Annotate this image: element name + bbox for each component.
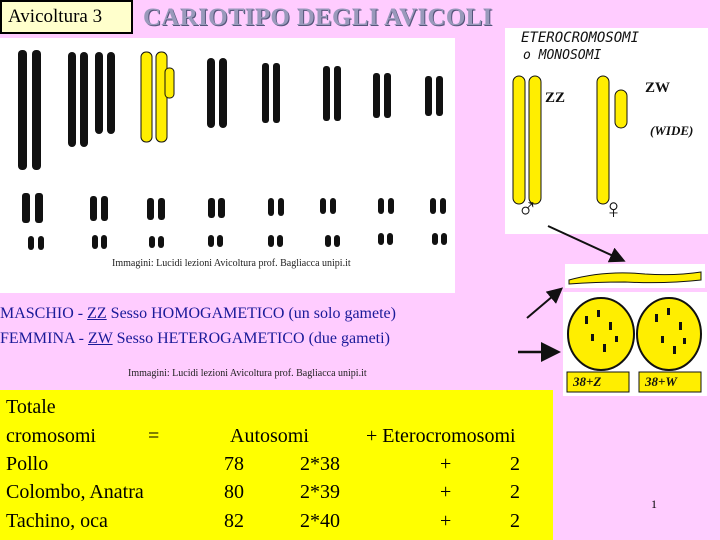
- female-line: [0, 330, 390, 348]
- arrow-up-cells: [527, 290, 560, 318]
- row-hetero: 2: [510, 510, 520, 532]
- row-plus: +: [440, 510, 452, 532]
- arrow-to-strip: [548, 226, 622, 260]
- male-prefix: MASCHIO -: [0, 305, 88, 322]
- totals-box: [0, 390, 553, 540]
- cell-strip-image: [565, 264, 705, 288]
- row-plus: +: [440, 481, 452, 503]
- cells-credit: Immagini: Lucidi lezioni Avicoltura prof. Bagliacca unipi.it: [128, 368, 367, 379]
- row-species: Tachino, oca: [6, 510, 108, 532]
- row-species: Colombo, Anatra: [6, 481, 144, 503]
- page-number: 1: [651, 497, 657, 511]
- row-pairs: 2*38: [300, 453, 340, 475]
- wide-label: (WIDE): [650, 123, 694, 138]
- female-desc: Sesso HETEROGAMETICO (due gameti): [112, 330, 390, 347]
- totals-equals: =: [148, 425, 160, 447]
- karyotype-credit: Immagini: Lucidi lezioni Avicoltura prof. Bagliacca unipi.it: [112, 258, 351, 269]
- male-symbol-icon: ♂: [517, 194, 538, 225]
- cell-label-right: 38+W: [645, 374, 677, 389]
- male-code: ZZ: [87, 305, 107, 322]
- slide-tag: Avicoltura 3: [0, 0, 133, 34]
- zz-label: ZZ: [545, 90, 566, 106]
- female-symbol-icon: ♀: [603, 194, 624, 225]
- row-species: Pollo: [6, 453, 49, 475]
- male-desc: Sesso HOMOGAMETICO (un solo gamete): [106, 305, 396, 322]
- female-prefix: FEMMINA -: [0, 330, 89, 347]
- cell-strip-drawing: [565, 264, 705, 288]
- col-autosomi: Autosomi: [230, 425, 309, 447]
- totals-heading-1: Totale: [6, 396, 56, 418]
- row-pairs: 2*40: [300, 510, 340, 532]
- hetero-heading-1: ETEROCROMOSOMI: [521, 30, 640, 46]
- row-hetero: 2: [510, 453, 520, 475]
- gamete-cells-image: [563, 292, 707, 396]
- zw-label: ZW: [645, 80, 671, 96]
- male-line: [0, 305, 396, 323]
- row-hetero: 2: [510, 481, 520, 503]
- row-autosomi: 78: [224, 453, 244, 475]
- hetero-heading-2: o MONOSOMI: [523, 48, 602, 63]
- row-autosomi: 80: [224, 481, 244, 503]
- row-pairs: 2*39: [300, 481, 340, 503]
- row-autosomi: 82: [224, 510, 244, 532]
- female-code: ZW: [88, 330, 113, 347]
- cell-label-left: 38+Z: [573, 374, 602, 389]
- slide-title: CARIOTIPO DEGLI AVICOLI: [143, 4, 493, 31]
- col-eterocromosomi: + Eterocromosomi: [366, 425, 516, 447]
- row-plus: +: [440, 453, 452, 475]
- totals-heading-2: cromosomi: [6, 425, 96, 447]
